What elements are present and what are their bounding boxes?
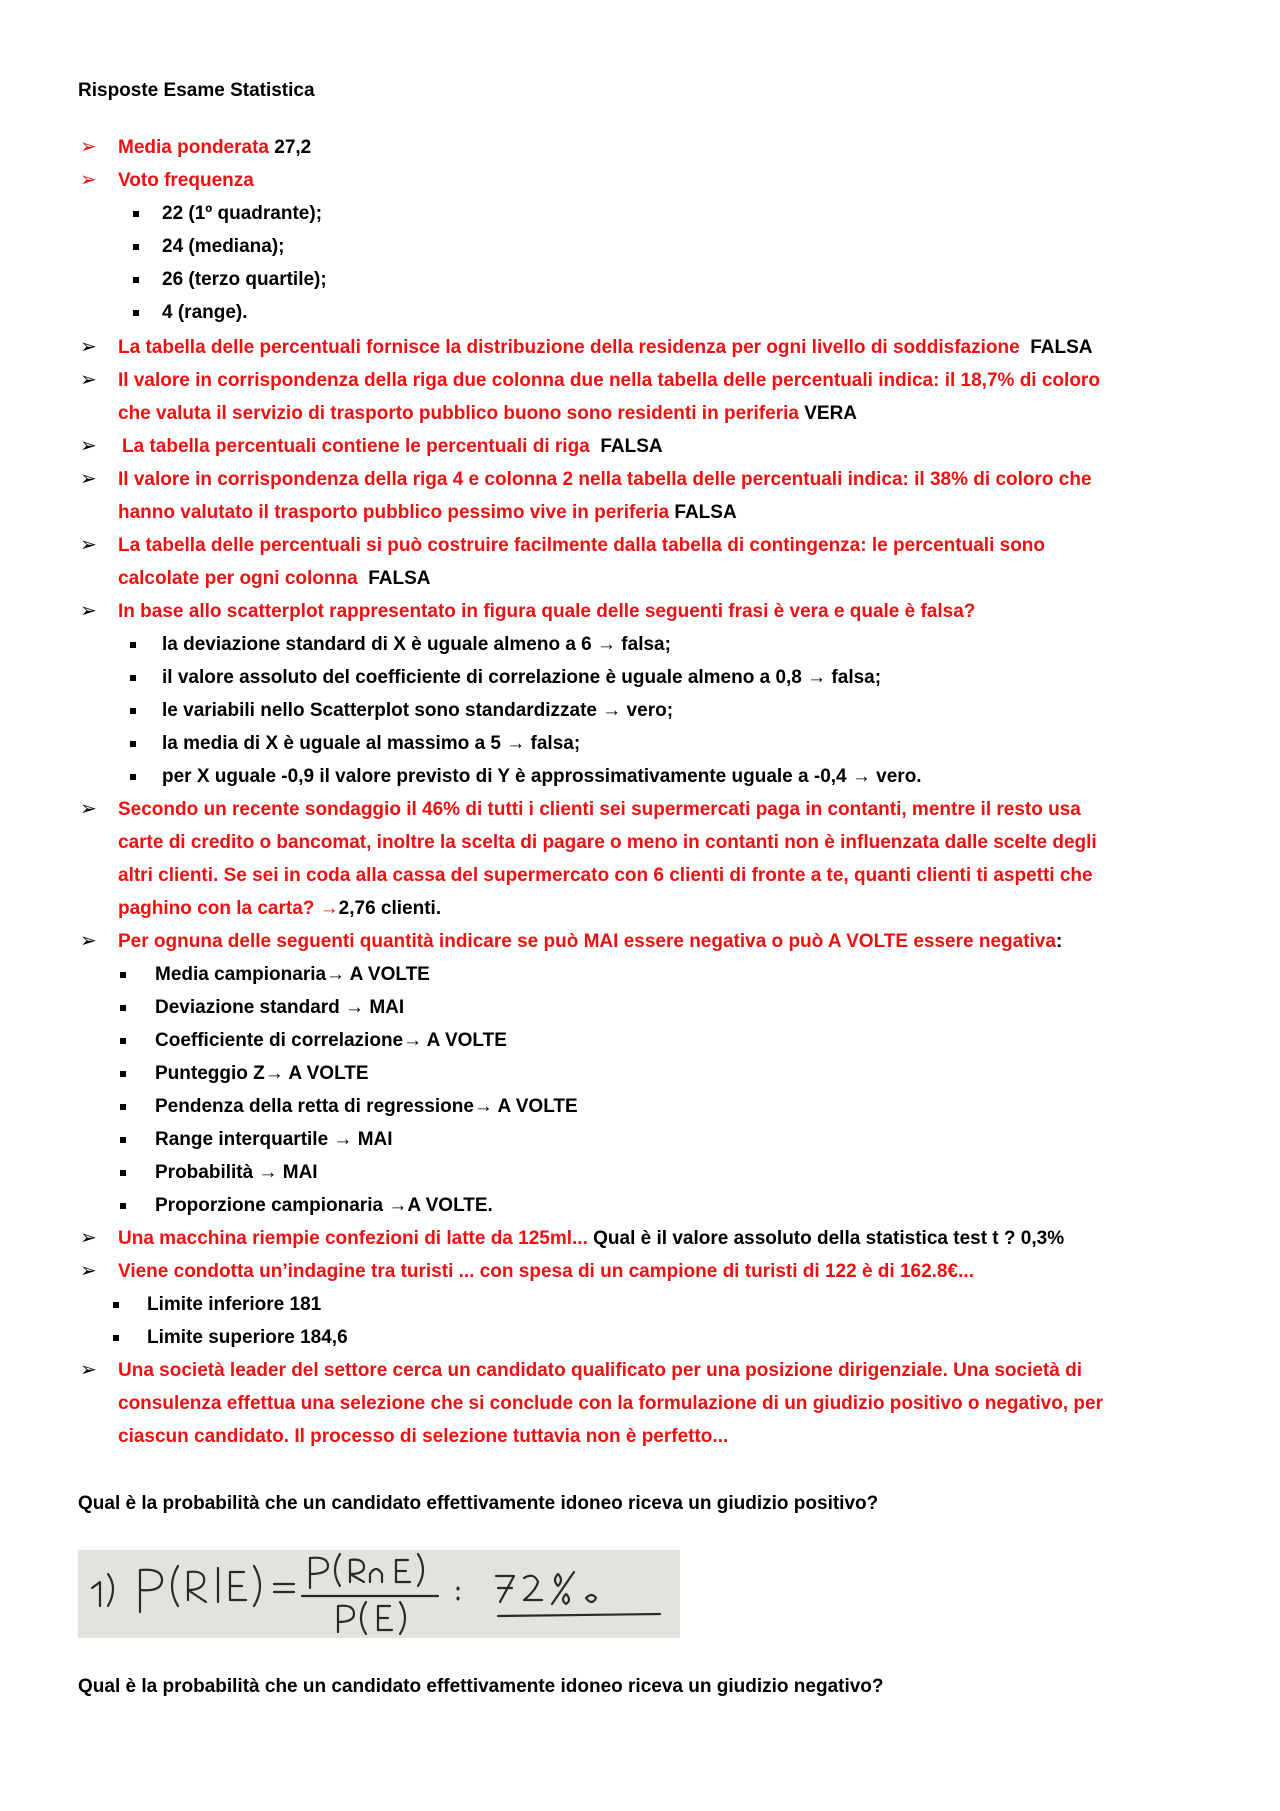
neg-sub-item: Pendenza della retta di regressione→ A VOLTE <box>155 1096 578 1117</box>
question-prob-positivo: Qual è la probabilità che un candidato effettivamente idoneo riceva un giudizio positivo? <box>78 1493 879 1514</box>
question-supermercato-line3: altri clienti. Se sei in coda alla cassa del supermercato con 6 clienti di fronte a te, quanti clienti ti aspetti che <box>118 865 1093 886</box>
voto-sub-item: 24 (mediana); <box>162 236 285 257</box>
square-bullet-icon <box>120 1104 126 1110</box>
square-bullet-icon <box>113 1335 119 1341</box>
bullet-arrow-icon: ➢ <box>80 1260 97 1282</box>
item-media-ponderata: Media ponderata 27,2 <box>118 137 312 158</box>
limit-item: Limite superiore 184,6 <box>147 1327 348 1348</box>
square-bullet-icon <box>133 277 139 283</box>
square-bullet-icon <box>130 642 136 648</box>
square-bullet-icon <box>120 972 126 978</box>
square-bullet-icon <box>120 1170 126 1176</box>
limit-item: Limite inferiore 181 <box>147 1294 322 1315</box>
bullet-arrow-icon: ➢ <box>80 435 97 457</box>
square-bullet-icon <box>133 244 139 250</box>
question-supermercato-line1: Secondo un recente sondaggio il 46% di tutti i clienti sei supermercati paga in contanti, mentre il resto usa <box>118 799 1081 820</box>
handwritten-formula-drawing <box>78 1550 680 1638</box>
question-riga-due-line1: Il valore in corrispondenza della riga due colonna due nella tabella delle percentuali indica: il 18,7% di coloro <box>118 370 1100 391</box>
square-bullet-icon <box>120 1137 126 1143</box>
handwritten-formula-image <box>78 1550 680 1638</box>
question-riga-4-line2: hanno valutato il trasporto pubblico pessimo vive in periferia FALSA <box>118 502 737 523</box>
bullet-arrow-icon: ➢ <box>80 1227 97 1249</box>
neg-sub-item: Deviazione standard → MAI <box>155 997 405 1018</box>
square-bullet-icon <box>133 211 139 217</box>
bullet-arrow-icon: ➢ <box>80 468 97 490</box>
square-bullet-icon <box>130 774 136 780</box>
square-bullet-icon <box>120 1203 126 1209</box>
scatter-sub-item: le variabili nello Scatterplot sono standardizzate → vero; <box>162 700 674 721</box>
neg-sub-item: Range interquartile → MAI <box>155 1129 393 1150</box>
item-voto-frequenza: Voto frequenza <box>118 170 254 191</box>
bullet-arrow-icon: ➢ <box>80 369 97 391</box>
voto-sub-item: 22 (1º quadrante); <box>162 203 323 224</box>
question-scatterplot: In base allo scatterplot rappresentato in figura quale delle seguenti frasi è vera e quale è falsa? <box>118 601 976 622</box>
bullet-arrow-icon: ➢ <box>80 534 97 556</box>
question-riga-due-line2: che valuta il servizio di trasporto pubblico buono sono residenti in periferia VERA <box>118 403 858 424</box>
question-tabella-percentuali: La tabella delle percentuali fornisce la distribuzione della residenza per ogni livello di soddisfazione FALSA <box>118 337 1093 358</box>
bullet-arrow-icon: ➢ <box>80 1359 97 1381</box>
bullet-arrow-icon: ➢ <box>80 169 97 191</box>
bullet-arrow-icon: ➢ <box>80 136 97 158</box>
scatter-sub-item: il valore assoluto del coefficiente di correlazione è uguale almeno a 0,8 → falsa; <box>162 667 882 688</box>
scatter-sub-item: la media di X è uguale al massimo a 5 → falsa; <box>162 733 581 754</box>
square-bullet-icon <box>120 1005 126 1011</box>
square-bullet-icon <box>113 1302 119 1308</box>
neg-sub-item: Punteggio Z→ A VOLTE <box>155 1063 369 1084</box>
scatter-sub-item: la deviazione standard di X è uguale almeno a 6 → falsa; <box>162 634 671 655</box>
bullet-arrow-icon: ➢ <box>80 600 97 622</box>
bullet-arrow-icon: ➢ <box>80 798 97 820</box>
question-societa-line3: ciascun candidato. Il processo di selezione tuttavia non è perfetto... <box>118 1426 729 1447</box>
question-latte: Una macchina riempie confezioni di latte da 125ml... Qual è il valore assoluto della statistica test t ? 0,3% <box>118 1228 1065 1249</box>
question-turisti: Viene condotta un’indagine tra turisti ... con spesa di un campione di turisti di 122 è di 162.8€... <box>118 1261 974 1282</box>
square-bullet-icon <box>120 1038 126 1044</box>
scatter-sub-item: per X uguale -0,9 il valore previsto di Y è approssimativamente uguale a -0,4 → vero. <box>162 766 922 787</box>
question-negativa: Per ognuna delle seguenti quantità indicare se può MAI essere negativa o può A VOLTE essere negativa: <box>118 931 1063 952</box>
question-percentuali-riga: La tabella percentuali contiene le percentuali di riga FALSA <box>122 436 663 457</box>
document-title: Risposte Esame Statistica <box>78 80 315 101</box>
bullet-arrow-icon: ➢ <box>80 336 97 358</box>
square-bullet-icon <box>130 708 136 714</box>
question-riga-4-line1: Il valore in corrispondenza della riga 4 e colonna 2 nella tabella delle percentuali indica: il 38% di coloro che <box>118 469 1092 490</box>
neg-sub-item: Proporzione campionaria →A VOLTE. <box>155 1195 493 1216</box>
voto-sub-item: 26 (terzo quartile); <box>162 269 327 290</box>
question-contingenza-line2: calcolate per ogni colonna FALSA <box>118 568 431 589</box>
question-contingenza-line1: La tabella delle percentuali si può costruire facilmente dalla tabella di contingenza: le percentuali sono <box>118 535 1046 556</box>
question-prob-negativo: Qual è la probabilità che un candidato effettivamente idoneo riceva un giudizio negativo? <box>78 1676 884 1697</box>
square-bullet-icon <box>130 741 136 747</box>
bullet-arrow-icon: ➢ <box>80 930 97 952</box>
neg-sub-item: Media campionaria→ A VOLTE <box>155 964 430 985</box>
question-supermercato-line2: carte di credito o bancomat, inoltre la scelta di pagare o meno in contanti non è influenzata dalle scelte degli <box>118 832 1097 853</box>
square-bullet-icon <box>130 675 136 681</box>
neg-sub-item: Probabilità → MAI <box>155 1162 318 1183</box>
question-societa-line1: Una società leader del settore cerca un candidato qualificato per una posizione dirigenziale. Una società di <box>118 1360 1082 1381</box>
square-bullet-icon <box>120 1071 126 1077</box>
question-societa-line2: consulenza effettua una selezione che si conclude con la formulazione di un giudizio positivo o negativo, per <box>118 1393 1103 1414</box>
square-bullet-icon <box>133 310 139 316</box>
question-supermercato-line4: paghino con la carta? →2,76 clienti. <box>118 898 442 919</box>
voto-sub-item: 4 (range). <box>162 302 248 323</box>
neg-sub-item: Coefficiente di correlazione→ A VOLTE <box>155 1030 507 1051</box>
right-arrow-icon: → <box>319 898 339 919</box>
